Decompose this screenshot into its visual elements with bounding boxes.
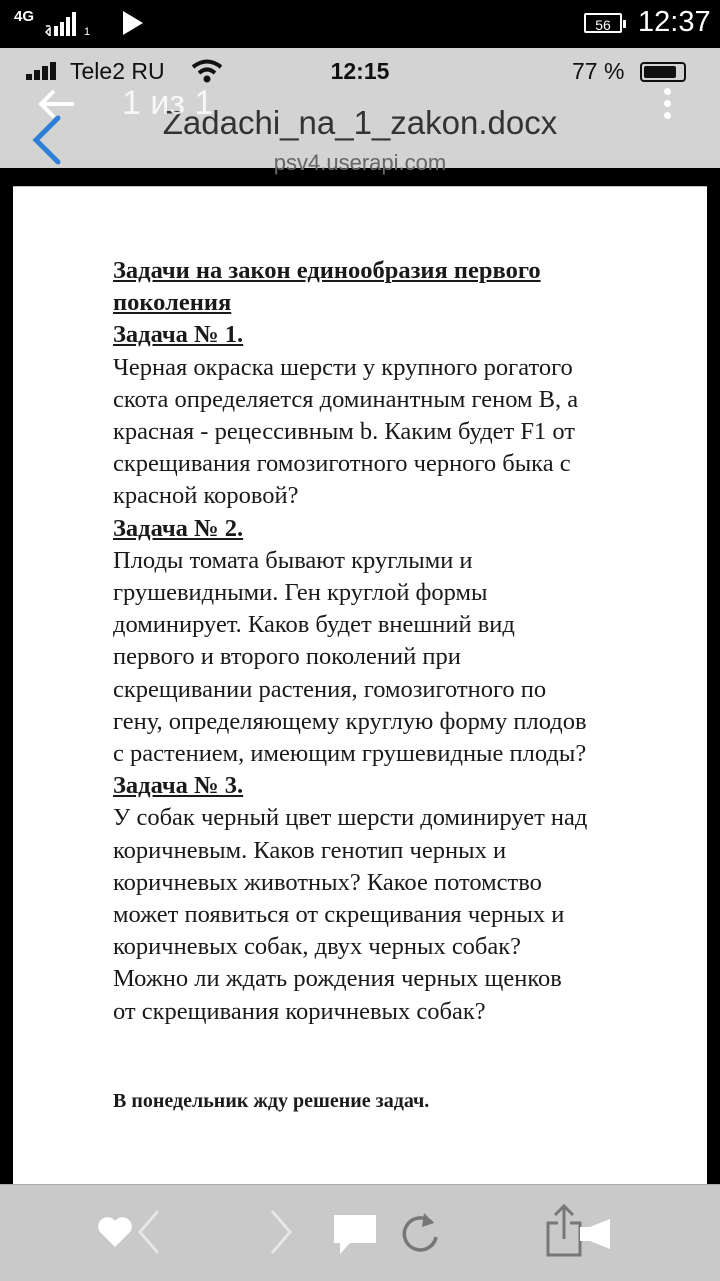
task-1-title: Задача № 1. bbox=[113, 321, 244, 349]
task-2-title: Задача № 2. bbox=[113, 514, 244, 542]
task-3-text: У собак черный цвет шерсти доминирует над коричневым. Каков генотип черных и коричневых животных? Какое потомство может появиться от скрещивания черных и коричневых собак, двух черных собак? Можно ли ждать рождения черных щенков от скрещивания коричневых собак? bbox=[113, 804, 588, 1025]
closing-note: В понедельник жду решение задач. bbox=[113, 1090, 430, 1112]
previous-chevron-icon[interactable] bbox=[134, 1207, 164, 1257]
comment-icon[interactable] bbox=[332, 1213, 378, 1257]
ios-clock: 12:15 bbox=[330, 58, 390, 84]
bottom-toolbar bbox=[0, 1184, 720, 1281]
document-host: psv4.userapi.com bbox=[273, 150, 447, 175]
battery-percent: 77 % bbox=[572, 58, 625, 84]
battery-level: 56 bbox=[595, 17, 611, 33]
document-content bbox=[113, 255, 673, 1028]
back-arrow-icon[interactable] bbox=[36, 88, 76, 120]
task-2-text: Плоды томата бывают круглыми и грушевидными. Ген круглой формы доминирует. Каков будет внешний вид первого и второго поколений при скрещивании растения, гомозиготного по гену, определяющему круглую форму плодов с растением, имеющим грушевидные плоды? bbox=[113, 546, 587, 768]
android-status-bar bbox=[0, 0, 720, 48]
ios-battery-icon bbox=[640, 62, 686, 82]
document-page bbox=[13, 186, 707, 1187]
page-counter: 1 из 1 bbox=[122, 84, 214, 122]
task-3-title: Задача № 3. bbox=[113, 772, 244, 800]
reload-icon[interactable] bbox=[398, 1209, 442, 1257]
task-1-text: Черная окраска шерсти у крупного рогатого скота определяется доминантным геном B, а красная - рецессивным b. Каким будет F1 от скрещивания гомозиготного черного быка с красной коровой? bbox=[113, 353, 579, 510]
network-type: 4G bbox=[14, 8, 35, 25]
android-clock: 12:37 bbox=[638, 6, 711, 38]
document-heading: Задачи на закон единообразия первого поколения bbox=[113, 257, 541, 317]
document-title: Zadachi_na_1_zakon.docx bbox=[162, 104, 558, 141]
megaphone-icon[interactable] bbox=[578, 1217, 614, 1251]
more-options-icon[interactable] bbox=[660, 88, 674, 124]
heart-icon[interactable] bbox=[96, 1215, 134, 1249]
next-chevron-icon[interactable] bbox=[266, 1207, 296, 1257]
sim-slot: 1 bbox=[84, 26, 91, 38]
signal-strength-icon bbox=[44, 12, 78, 36]
viewer-header bbox=[0, 48, 720, 175]
battery-icon bbox=[584, 13, 622, 33]
ios-status-bar bbox=[0, 48, 720, 94]
carrier-name: Tele2 RU bbox=[70, 58, 165, 84]
media-play-icon bbox=[120, 8, 146, 38]
